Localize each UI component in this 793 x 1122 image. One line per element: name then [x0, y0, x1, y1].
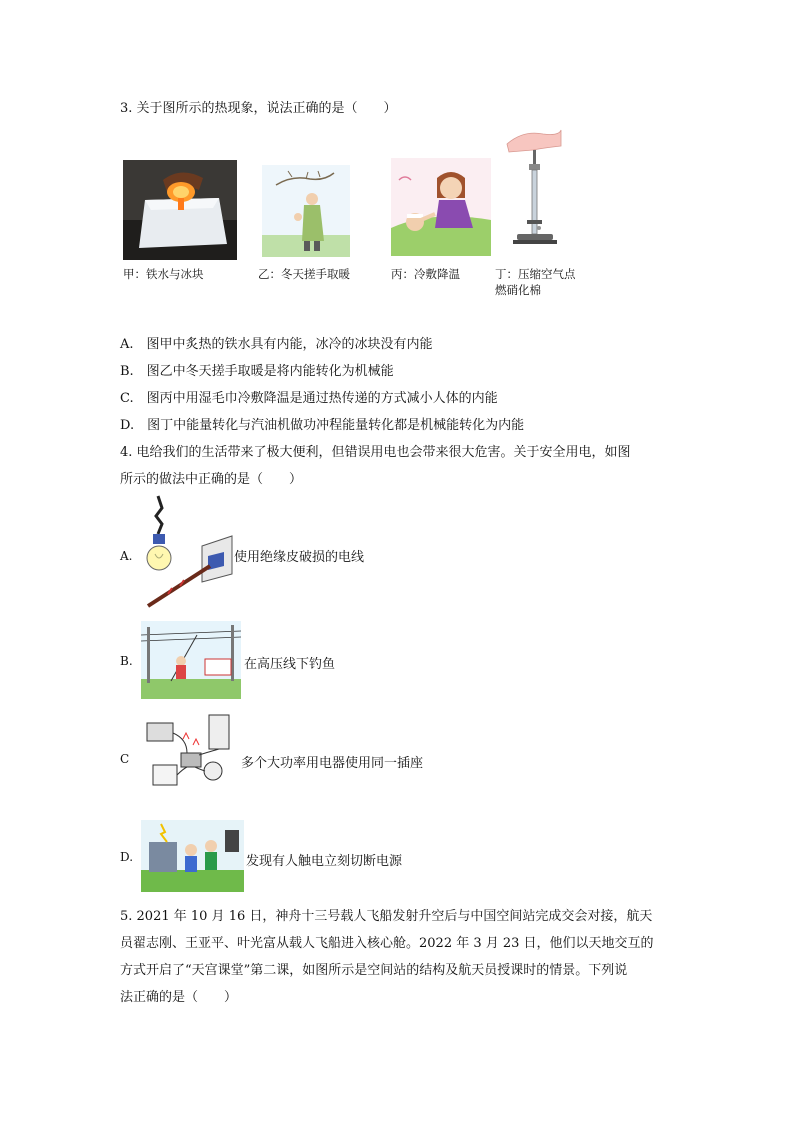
q4-option-c-text: 多个大功率用电器使用同一插座: [241, 756, 424, 771]
q3-stem: 3. 关于图所示的热现象，说法正确的是（ ）: [120, 101, 397, 116]
q5-line4: 法正确的是（ ）: [120, 990, 238, 1005]
caption-bing: 丙：冷敷降温: [391, 267, 460, 281]
figure-ding-air-compression: [503, 124, 565, 256]
q4-option-a-text: 使用绝缘皮破损的电线: [234, 550, 365, 565]
caption-jia: 甲：铁水与冰块: [123, 267, 204, 281]
figure-yi-rubbing-hands: [262, 165, 350, 257]
q3-option-b: B. 图乙中冬天搓手取暖是将内能转化为机械能: [120, 364, 394, 379]
caption-ding-line2: 燃硝化棉: [495, 283, 541, 297]
figure-bing-cold-compress: [391, 158, 491, 256]
caption-yi: 乙：冬天搓手取暖: [258, 267, 350, 281]
q5-line3: 方式开启了“天宫课堂”第二课，如图所示是空间站的结构及航天员授课时的情景。下列说: [120, 963, 628, 978]
q5-line2: 员翟志刚、王亚平、叶光富从载人飞船进入核心舱。2022 年 3 月 23 日，他们以天地交互的: [120, 936, 654, 951]
q3-option-c: C. 图丙中用湿毛巾冷敷降温是通过热传递的方式减小人体的内能: [120, 391, 498, 406]
caption-ding-line1: 丁：压缩空气点: [495, 267, 576, 281]
q4-option-d-text: 发现有人触电立刻切断电源: [246, 854, 403, 869]
q5-line1: 5. 2021 年 10 月 16 日，神舟十三号载人飞船发射升空后与中国空间站完成交会对接，航天: [120, 909, 653, 924]
q3-option-d: D. 图丁中能量转化与汽油机做功冲程能量转化都是机械能转化为内能: [120, 418, 525, 433]
q3-option-a: A. 图甲中炙热的铁水具有内能，冰冷的冰块没有内能: [120, 337, 433, 352]
q4-option-c-figure-overloaded-socket: [143, 709, 238, 799]
q4-stem-line1: 4. 电给我们的生活带来了极大便利，但错误用电也会带来很大危害。关于安全用电，如图: [120, 445, 631, 460]
q4-option-b-figure-fishing-under-lines: [141, 621, 241, 699]
q4-stem-line2: 所示的做法中正确的是（ ）: [120, 472, 303, 487]
q4-option-b-letter: B.: [120, 654, 133, 668]
figure-jia-iron-ice: [123, 160, 237, 260]
q4-option-a-figure-damaged-wire: [140, 494, 234, 612]
q4-option-c-letter: C: [120, 752, 130, 766]
q4-option-a-letter: A.: [120, 549, 133, 563]
q4-option-b-text: 在高压线下钓鱼: [244, 657, 336, 672]
q4-option-d-figure-cut-power: [141, 820, 244, 892]
q4-option-d-letter: D.: [120, 850, 134, 864]
